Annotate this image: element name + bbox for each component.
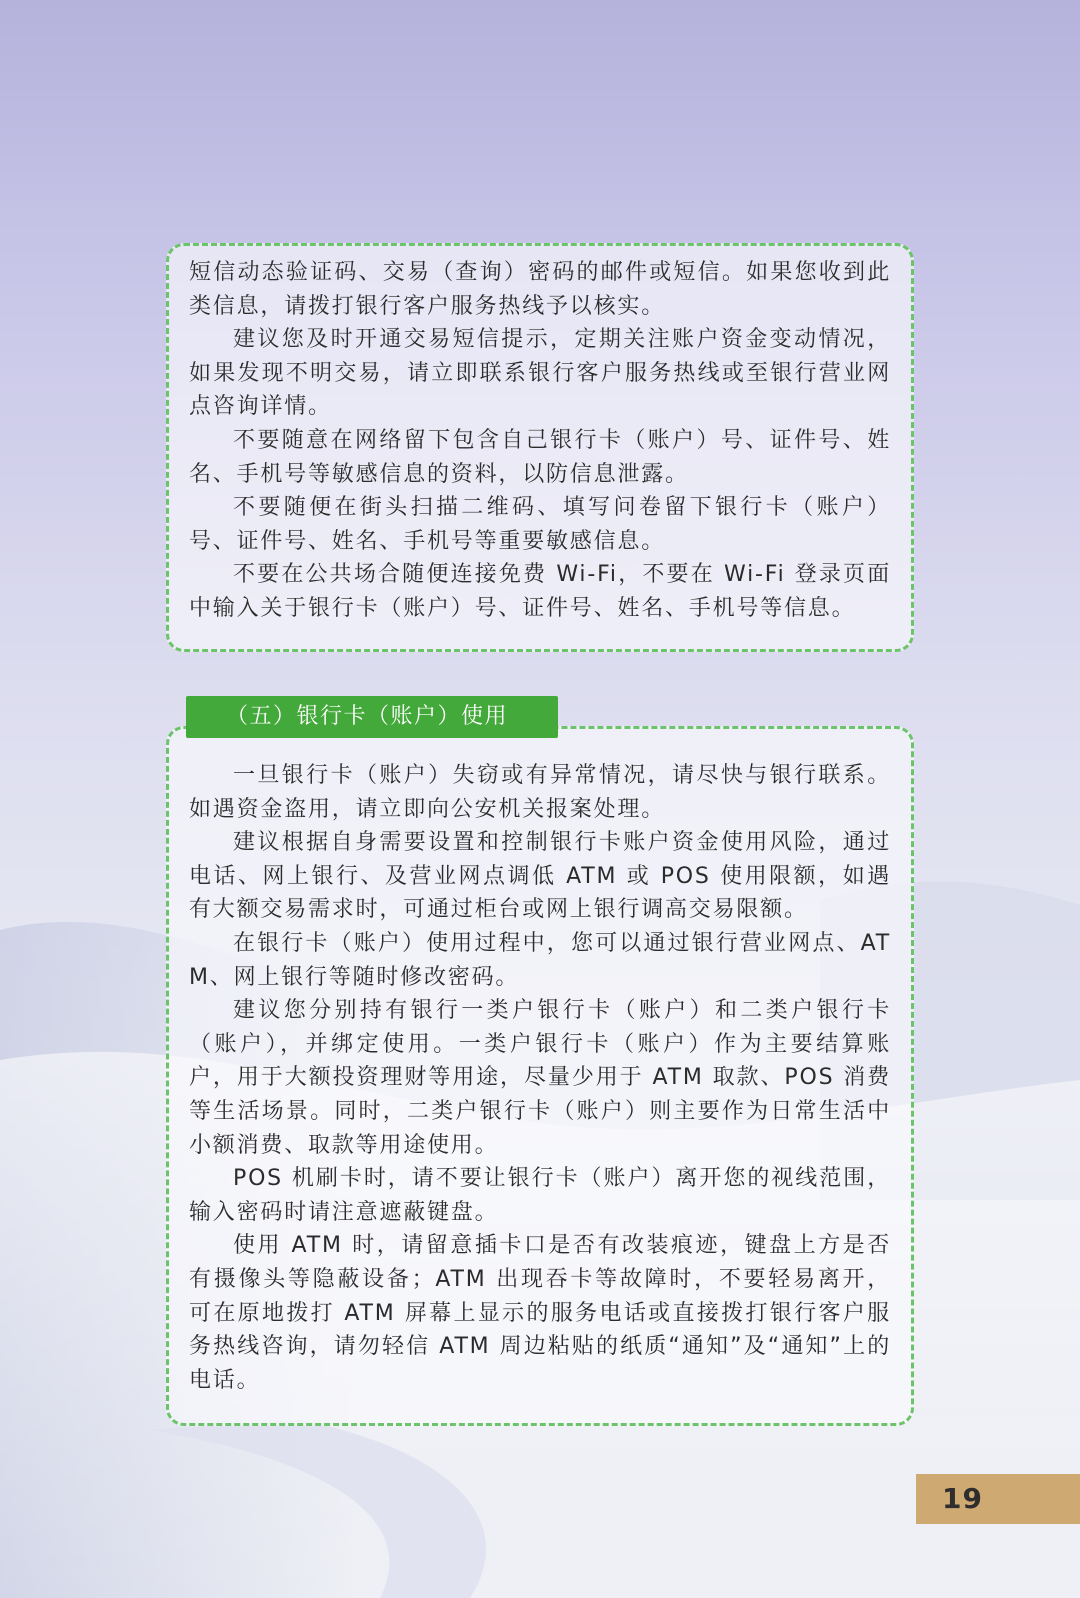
card-paragraph-3: 在银行卡（账户）使用过程中，您可以通过银行营业网点、ATM、网上银行等随时修改密码。 [189,930,891,990]
top-paragraph-3: 不要随意在网络留下包含自己银行卡（账户）号、证件号、姓名、手机号等敏感信息的资料，以防信息泄露。 [189,427,891,487]
section-header-bank-card: （五）银行卡（账户）使用 [186,696,558,738]
top-paragraph-1: 短信动态验证码、交易（查询）密码的邮件或短信。如果您收到此类信息，请拨打银行客户服务热线予以核实。 [189,260,891,319]
card-paragraph-1: 一旦银行卡（账户）失窃或有异常情况，请尽快与银行联系。如遇资金盗用，请立即向公安机关报案处理。 [189,763,891,822]
card-paragraph-4: 建议您分别持有银行一类户银行卡（账户）和二类户银行卡（账户），并绑定使用。一类户银行卡（账户）作为主要结算账户，用于大额投资理财等用途，尽量少用于 ATM 取款、POS 消费等生活场景。同时，二类户银行卡（账户）则主要作为日常生活中小额消费、取款等用途使用。 [189,998,891,1158]
tips-panel-top [166,243,914,652]
page-number: 19 [942,1482,983,1515]
top-paragraph-4: 不要随便在街头扫描二维码、填写问卷留下银行卡（账户）号、证件号、姓名、手机号等重要敏感信息。 [189,495,891,554]
top-paragraph-5: 不要在公共场合随便连接免费 Wi-Fi，不要在 Wi-Fi 登录页面中输入关于银行卡（账户）号、证件号、姓名、手机号等信息。 [189,562,891,621]
card-paragraph-5: POS 机刷卡时，请不要让银行卡（账户）离开您的视线范围，输入密码时请注意遮蔽键盘。 [189,1166,891,1225]
card-paragraph-2: 建议根据自身需要设置和控制银行卡账户资金使用风险，通过电话、网上银行、及营业网点调低 ATM 或 POS 使用限额，如遇有大额交易需求时，可通过柜台或网上银行调高交易限额。 [189,830,891,923]
card-paragraph-6: 使用 ATM 时，请留意插卡口是否有改装痕迹，键盘上方是否有摄像头等隐蔽设备；ATM 出现吞卡等故障时，不要轻易离开，可在原地拨打 ATM 屏幕上显示的服务电话或直接拨打银行客户服务热线咨询，请勿轻信 ATM 周边粘贴的纸质“通知”及“通知”上的电话。 [189,1233,891,1393]
tips-panel-bank-card [166,726,914,1426]
top-paragraph-2: 建议您及时开通交易短信提示，定期关注账户资金变动情况，如果发现不明交易，请立即联系银行客户服务热线或至银行营业网点咨询详情。 [189,327,891,420]
page-number-tab [916,1474,1080,1524]
